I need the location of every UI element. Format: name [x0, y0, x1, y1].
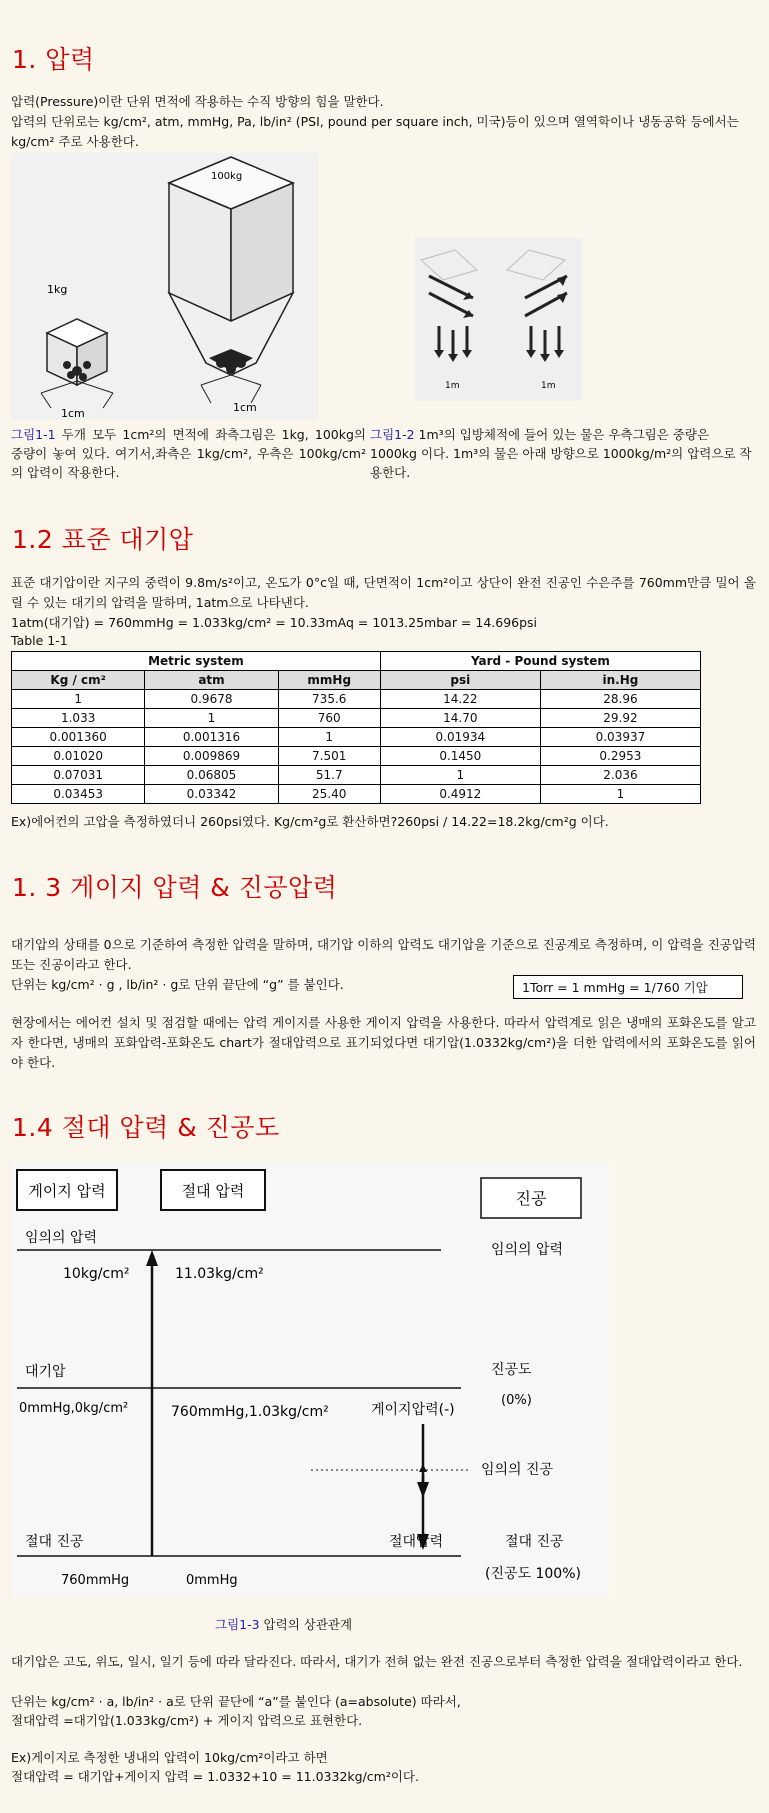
table-cell: 760: [278, 709, 380, 728]
figure-1-2-image: [415, 238, 582, 401]
table-cell: 14.22: [380, 690, 540, 709]
figure-1-3-caption-label: 그림1-3: [215, 1617, 260, 1632]
table-cell: 25.40: [278, 785, 380, 804]
table-group-metric: Metric system: [12, 652, 381, 671]
any-vacuum-label: 임의의 진공: [481, 1462, 554, 1478]
figure-1-3-diagram: [11, 1162, 609, 1597]
table-cell: 0.07031: [12, 766, 145, 785]
pressure-conversion-table: [11, 651, 701, 804]
table-cell: 0.06805: [145, 766, 278, 785]
table-cell: 0.4912: [380, 785, 540, 804]
figure-1-2-caption-label: 그림1-2: [370, 427, 415, 442]
table-caption: Table 1-1: [11, 633, 68, 648]
vacuum-100-percent: (진공도 100%): [485, 1566, 581, 1582]
figure-1-1-image: [11, 153, 318, 420]
table-row: [12, 690, 701, 709]
section-2-paragraph-1: 표준 대기압이란 지구의 중력이 9.8m/s²이고, 온도가 0°c일 때, 단면적이 1cm²이고 상단이 완전 진공인 수은주를 760mm만큼 밀어 올릴 수 있는 대기의 압력을 말하며, 1atm으로 나타낸다.: [11, 575, 756, 610]
any-pressure-right: 임의의 압력: [491, 1242, 564, 1258]
table-cell: 14.70: [380, 709, 540, 728]
section-2-example: Ex)에어컨의 고압을 측정하였더니 260psi였다. Kg/cm²g로 환산하면?260psi / 14.22=18.2kg/cm²g 이다.: [11, 814, 609, 829]
fig1-label-big: 100kg: [211, 171, 243, 182]
section-3-heading: 1. 3 게이지 압력 & 진공압력: [12, 873, 338, 902]
gauge-negative-label: 게이지압력(-): [371, 1402, 455, 1418]
vacuum-zero-percent: (0%): [501, 1393, 532, 1408]
table-cell: 29.92: [540, 709, 700, 728]
section-4-paragraph-2: 단위는 kg/cm² · a, lb/in² · a로 단위 끝단에 “a”를 붙인다 (a=absolute) 따라서,: [11, 1694, 461, 1709]
table-cell: 0.03937: [540, 728, 700, 747]
table-header: in.Hg: [540, 671, 700, 690]
table-cell: 0.001316: [145, 728, 278, 747]
section-1-paragraph-2: 압력의 단위로는 kg/cm², atm, mmHg, Pa, lb/in² (PSI, pound per square inch, 미국)등이 있으며 열역학이나 냉동공학 등에서는 kg/cm² 주로 사용한다.: [11, 114, 739, 149]
figure-1-3-caption-text: 압력의 상관관계: [259, 1617, 353, 1632]
section-1-paragraph-1: 압력(Pressure)이란 단위 면적에 작용하는 수직 방향의 힘을 말한다.: [11, 94, 384, 109]
table-header: psi: [380, 671, 540, 690]
table-row: [12, 766, 701, 785]
section-3-paragraph-2: 단위는 kg/cm² · g , lb/in² · g로 단위 끝단에 “g” 를 붙인다.: [11, 977, 344, 992]
table-cell: 0.009869: [145, 747, 278, 766]
absolute-vacuum-right: 절대 진공: [505, 1534, 564, 1550]
table-row: [12, 728, 701, 747]
section-2-heading: 1.2 표준 대기압: [12, 525, 194, 554]
table-cell: 0.01934: [380, 728, 540, 747]
section-4-paragraph-1: 대기압은 고도, 위도, 일시, 일기 등에 따라 달라진다. 따라서, 대기가 전혀 없는 완전 진공으로부터 측정한 압력을 절대압력이라고 한다.: [11, 1654, 743, 1669]
vacuum-label: 진공: [515, 1189, 547, 1208]
atm-mid-value: 760mmHg,1.03kg/cm²: [171, 1404, 329, 1420]
table-cell: 1: [145, 709, 278, 728]
absolute-value: 11.03kg/cm²: [175, 1266, 264, 1282]
table-cell: 0.9678: [145, 690, 278, 709]
section-4-paragraph-3: 절대압력 =대기압(1.033kg/cm²) + 게이지 압력으로 표현한다.: [11, 1713, 363, 1728]
table-group-yard: Yard - Pound system: [380, 652, 700, 671]
table-cell: 1: [540, 785, 700, 804]
table-cell: 0.001360: [12, 728, 145, 747]
table-cell: 1: [380, 766, 540, 785]
fig1-area-big: 1cm: [233, 401, 257, 414]
vacuum-box: [481, 1178, 581, 1218]
figure-1-2-caption-text: 1m³의 입방체적에 들어 있는 물은 우측그림은 중량은 1000kg 이다. 1m³의 물은 아래 방향으로 1000kg/m²의 압력으로 작용한다.: [370, 427, 752, 480]
figure-1-3-caption: [215, 1615, 352, 1634]
absolute-pressure-box: [161, 1170, 265, 1210]
table-cell: 51.7: [278, 766, 380, 785]
table-cell: 735.6: [278, 690, 380, 709]
table-row: [12, 709, 701, 728]
table-cell: 2.036: [540, 766, 700, 785]
absolute-pressure-label: 절대 압력: [181, 1182, 245, 1200]
table-cell: 28.96: [540, 690, 700, 709]
section-2-formula: 1atm(대기압) = 760mmHg = 1.033kg/cm² = 10.33mAq = 1013.25mbar = 14.696psi: [11, 615, 538, 630]
torr-conversion-box: 1Torr = 1 mmHg = 1/760 기압: [513, 975, 743, 999]
gauge-pressure-box: [17, 1170, 117, 1210]
table-cell: 0.2953: [540, 747, 700, 766]
gauge-pressure-label: 게이지 압력: [28, 1182, 106, 1200]
absolute-pressure-arrow-label: 절대압력: [389, 1534, 444, 1550]
section-4-example-1: Ex)게이지로 측정한 냉내의 압력이 10kg/cm²이라고 하면: [11, 1750, 328, 1765]
section-3-paragraph-1: 대기압의 상태를 0으로 기준하여 측정한 압력을 말하며, 대기압 이하의 압력도 대기압을 기준으로 진공계로 측정하며, 이 압력을 진공압력 또는 진공이라고 한다.: [11, 937, 756, 972]
table-header: mmHg: [278, 671, 380, 690]
figure-1-2-caption: [370, 425, 756, 482]
table-header: atm: [145, 671, 278, 690]
bottom-left-value: 760mmHg: [61, 1573, 130, 1588]
vacuum-degree-label: 진공도: [491, 1362, 532, 1378]
figure-1-1-caption-label: 그림1-1: [11, 427, 56, 442]
atmospheric-label: 대기압: [25, 1364, 66, 1380]
section-3-paragraph-3: 현장에서는 에어컨 설치 및 점검할 때에는 압력 게이지를 사용한 게이지 압력을 사용한다. 따라서 압력계로 읽은 냉매의 포화온도를 알고자 한다면, 냉매의 포화압력-포화온도 chart가 절대압력으로 표기되었다면 대기압(1.0332kg/cm²)을 더한 압력에서의 포화온도를 읽어야 한다.: [11, 1015, 756, 1070]
section-1-heading: 1. 압력: [12, 45, 95, 74]
table-cell: 0.03342: [145, 785, 278, 804]
table-cell: 7.501: [278, 747, 380, 766]
table-cell: 1: [12, 690, 145, 709]
figure-1-1-caption: [11, 425, 366, 482]
table-cell: 1.033: [12, 709, 145, 728]
absolute-vacuum-left: 절대 진공: [25, 1534, 84, 1550]
bottom-mid-value: 0mmHg: [186, 1573, 238, 1588]
fig2-label-left: 1m: [445, 381, 460, 391]
section-4-example-2: 절대압력 = 대기압+게이지 압력 = 1.0332+10 = 11.0332kg/cm²이다.: [11, 1769, 419, 1784]
table-cell: 1: [278, 728, 380, 747]
figure-1-1-caption-text: 두개 모두 1cm²의 면적에 좌측그림은 1kg, 100kg의 중량이 놓여 있다. 여기서,좌측은 1kg/cm², 우측은 100kg/cm²의 압력이 작용한다.: [11, 427, 366, 480]
any-pressure-left: 임의의 압력: [25, 1230, 98, 1246]
gauge-value: 10kg/cm²: [63, 1266, 130, 1282]
table-cell: 0.01020: [12, 747, 145, 766]
fig2-label-right: 1m: [541, 381, 556, 391]
table-cell: 0.03453: [12, 785, 145, 804]
fig1-area-small: 1cm: [61, 407, 85, 420]
table-cell: 0.1450: [380, 747, 540, 766]
table-row: [12, 785, 701, 804]
fig1-label-small: 1kg: [47, 283, 68, 296]
table-header: Kg / cm²: [12, 671, 145, 690]
table-row: [12, 747, 701, 766]
section-4-heading: 1.4 절대 압력 & 진공도: [12, 1113, 280, 1142]
atm-left-value: 0mmHg,0kg/cm²: [19, 1401, 129, 1416]
